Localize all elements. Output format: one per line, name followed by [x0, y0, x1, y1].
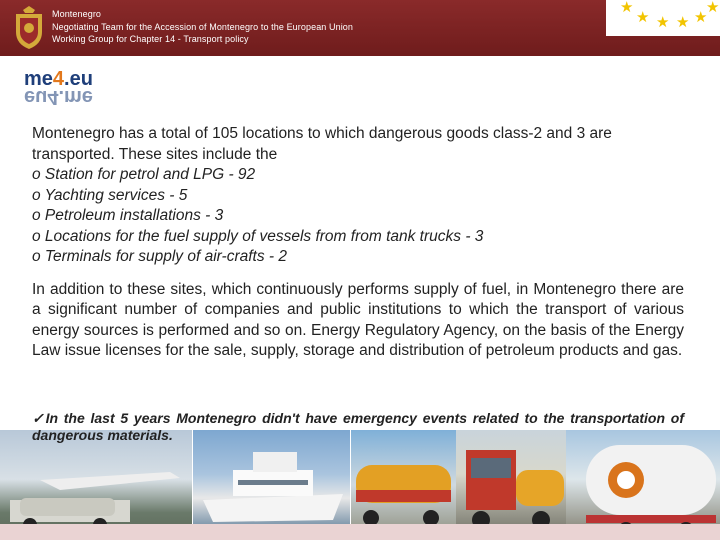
header-team: Negotiating Team for the Accession of Montenegro to the European Union	[52, 21, 354, 32]
star-icon: ★	[620, 0, 634, 16]
second-paragraph: In addition to these sites, which continuously performs supply of fuel, in Montenegro there are a significant number of companies and public institutions to which the transport of various energy sources is performed and so on. Energy Regulatory Agency, on the basis of the Energy Law issue licenses for the sale, supply, storage and distribution of petroleum products and gas.	[32, 280, 684, 359]
header-country: Montenegro	[52, 9, 102, 19]
star-icon: ★	[656, 14, 670, 31]
eu-flag	[606, 0, 720, 36]
star-icon: ★	[694, 9, 708, 26]
header-banner	[0, 0, 720, 56]
footer-strip	[0, 524, 720, 540]
list-item: o Station for petrol and LPG - 92	[32, 166, 256, 183]
me4eu-logo: me4.eu eu4.me	[24, 68, 93, 108]
header-working-group: Working Group for Chapter 14 - Transport policy	[52, 34, 249, 44]
coat-of-arms-icon	[12, 6, 46, 50]
star-icon: ★	[706, 0, 720, 16]
list-item: o Petroleum installations - 3	[32, 207, 224, 224]
intro-paragraph: Montenegro has a total of 105 locations to which dangerous goods class-2 and 3 are transported. These sites include the	[32, 125, 612, 163]
header-text	[52, 8, 353, 46]
list-item: o Yachting services - 5	[32, 186, 188, 204]
star-icon: ★	[676, 14, 690, 31]
list-item: o Terminals for supply of air-crafts - 2	[32, 248, 287, 265]
emergency-note: ✓In the last 5 years Montenegro didn't have emergency events related to the transportation of dangerous materials.	[32, 410, 684, 443]
main-content	[32, 124, 684, 362]
star-icon: ★	[636, 9, 650, 26]
list-item: o Locations for the fuel supply of vessels from from tank trucks - 3	[32, 227, 484, 245]
